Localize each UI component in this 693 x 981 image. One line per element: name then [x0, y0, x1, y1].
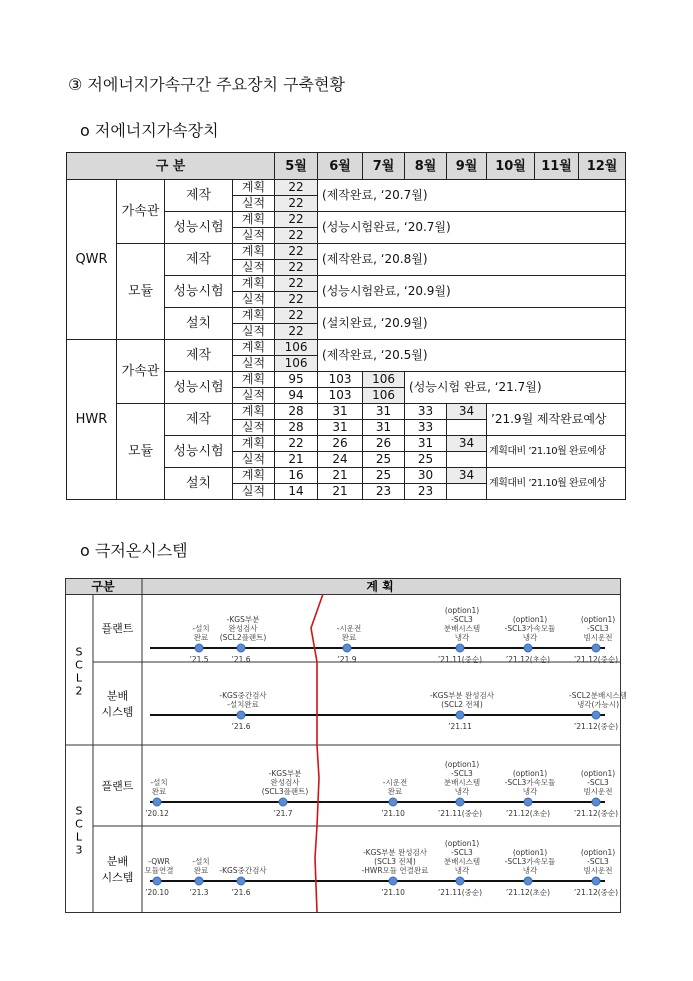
milestone-text: -SCL3가속모듈 [504, 624, 556, 633]
milestone-text: (option1) [580, 769, 616, 778]
value-cell: 16 [275, 468, 318, 484]
milestone-text: -KGS부분 [268, 769, 302, 778]
milestone-text: 완료 [151, 787, 167, 796]
milestone-text: -SCL3 [587, 624, 609, 633]
item-test: 성능시험 [165, 276, 233, 308]
accelerator-status-table [66, 152, 626, 500]
actual-label: 실적 [233, 292, 275, 308]
actual-label: 실적 [233, 356, 275, 372]
actual-label: 실적 [233, 228, 275, 244]
header-month: 8월 [405, 153, 447, 180]
cat-module: 모듈 [117, 244, 165, 340]
value-cell [447, 420, 487, 436]
milestone-date: ’21.5 [189, 655, 209, 664]
plan-label: 계획 [233, 212, 275, 228]
timeline-header-bg [66, 579, 621, 595]
milestone-text: 빔시운전 [583, 866, 613, 875]
milestone-text: (option1) [444, 606, 480, 615]
actual-label: 실적 [233, 324, 275, 340]
value-cell: 22 [275, 228, 318, 244]
header-category: 구 분 [67, 153, 275, 180]
actual-label: 실적 [233, 260, 275, 276]
milestone-text: -SCL3 [451, 615, 473, 624]
value-cell: 106 [275, 356, 318, 372]
item-test: 성능시험 [165, 372, 233, 404]
milestone-text: -KGS중간검사 [219, 691, 267, 700]
milestone-date: ’21.10 [381, 809, 405, 818]
value-cell: 33 [405, 404, 447, 420]
milestone-text: 냉각(가능시) [576, 700, 620, 709]
group-name-char: S [75, 645, 83, 659]
milestone-text: -시운전 [382, 778, 408, 787]
table-row [67, 180, 626, 196]
milestone-text: (option1) [444, 760, 480, 769]
header-month: 12월 [579, 153, 626, 180]
value-cell: 22 [275, 212, 318, 228]
milestone-dot [195, 877, 203, 885]
value-cell: 23 [363, 484, 405, 500]
milestone-text: 냉각 [454, 866, 470, 875]
note-cell: 계획대비 ’21.10월 완료예상 [487, 468, 626, 500]
value-cell: 31 [363, 404, 405, 420]
milestone-text: -KGS부분 완성검사 [429, 691, 495, 700]
section-title: ③ 저에너지가속구간 주요장치 구축현황 [68, 75, 345, 94]
milestone-text: 분배시스템 [443, 778, 481, 787]
milestone-dot [237, 711, 245, 719]
milestone-date: ’21.6 [231, 722, 251, 731]
item-test: 성능시험 [165, 212, 233, 244]
plan-label: 계획 [233, 372, 275, 388]
value-cell: 31 [405, 436, 447, 452]
plan-label: 계획 [233, 468, 275, 484]
milestone-text: -SCL3가속모듈 [504, 857, 556, 866]
milestone-dot [592, 877, 600, 885]
milestone-text: (option1) [512, 848, 548, 857]
milestone-text: 완료 [193, 866, 209, 875]
note-cell: 계획대비 ’21.10월 완료예상 [487, 436, 626, 468]
milestone-date: ’21.12(초순) [505, 809, 551, 818]
milestone-text: -설치완료 [227, 700, 259, 709]
item-jejak: 제작 [165, 404, 233, 436]
milestone-text: 냉각 [522, 866, 538, 875]
milestone-date: ’20.10 [145, 888, 169, 897]
milestone-dot [389, 877, 397, 885]
table-row [67, 244, 626, 260]
milestone-text: -HWR모듈 연결완료 [361, 866, 429, 875]
timeline-header-category: 구분 [91, 579, 115, 594]
header-month: 9월 [447, 153, 487, 180]
value-cell: 22 [275, 260, 318, 276]
milestone-date: ’21.7 [273, 809, 293, 818]
value-cell: 22 [275, 292, 318, 308]
value-cell: 30 [405, 468, 447, 484]
header-month: 10월 [487, 153, 535, 180]
milestone-date: ’21.9 [337, 655, 357, 664]
milestone-dot [237, 644, 245, 652]
milestone-date: ’20.12 [145, 809, 169, 818]
value-cell: 23 [405, 484, 447, 500]
milestone-text: (SCL2플랜트) [219, 633, 267, 642]
row-label: 시스템 [101, 705, 134, 719]
milestone-text: -SCL3가속모듈 [504, 778, 556, 787]
milestone-date: ’21.10 [381, 888, 405, 897]
milestone-text: 빔시운전 [583, 787, 613, 796]
value-cell: 21 [318, 468, 363, 484]
milestone-date: ’21.11(중순) [437, 655, 483, 664]
value-cell: 106 [363, 372, 405, 388]
milestone-date: ’21.12(초순) [505, 888, 551, 897]
cryogenic-timeline [65, 578, 627, 914]
value-cell: 22 [275, 244, 318, 260]
milestone-text: 분배시스템 [443, 857, 481, 866]
milestone-dot [592, 644, 600, 652]
milestone-text: -KGS부분 [226, 615, 260, 624]
milestone-dot [153, 877, 161, 885]
milestone-text: 냉각 [522, 787, 538, 796]
milestone-text: -SCL3 [451, 769, 473, 778]
milestone-date: ’21.12(중순) [573, 809, 619, 818]
milestone-dot [524, 644, 532, 652]
subsection-cryogenic: o 극저온시스템 [80, 541, 188, 560]
milestone-date: ’21.12(중순) [573, 655, 619, 664]
value-cell: 25 [363, 468, 405, 484]
group-name-char: L [75, 671, 83, 685]
actual-label: 실적 [233, 196, 275, 212]
value-cell: 28 [275, 404, 318, 420]
value-cell: 22 [275, 276, 318, 292]
milestone-text: (SCL3플랜트) [261, 787, 309, 796]
value-cell: 21 [318, 484, 363, 500]
milestone-text: -KGS중간검사 [219, 866, 267, 875]
value-cell: 22 [275, 196, 318, 212]
milestone-text: (option1) [580, 848, 616, 857]
plan-label: 계획 [233, 180, 275, 196]
cat-module: 모듈 [117, 404, 165, 500]
milestone-dot [195, 644, 203, 652]
milestone-text: 완료 [193, 633, 209, 642]
value-cell: 103 [318, 372, 363, 388]
note-cell: (성능시험완료, ‘20.9월) [318, 276, 626, 308]
group-qwr: QWR [67, 180, 117, 340]
cat-gasokgwan: 가속관 [117, 340, 165, 404]
value-cell: 14 [275, 484, 318, 500]
milestone-date: ’21.12(초순) [505, 655, 551, 664]
group-name-char: S [75, 804, 83, 818]
value-cell: 26 [318, 436, 363, 452]
value-cell [447, 484, 487, 500]
milestone-date: ’21.6 [231, 655, 251, 664]
value-cell: 34 [447, 436, 487, 452]
cat-gasokgwan: 가속관 [117, 180, 165, 244]
row-label: 분배 [106, 855, 129, 868]
table-row [67, 404, 626, 420]
milestone-text: (option1) [512, 769, 548, 778]
milestone-text: -설치 [192, 857, 210, 866]
group-name-char: C [75, 658, 83, 672]
item-test: 성능시험 [165, 436, 233, 468]
milestone-dot [343, 644, 351, 652]
milestone-dot [524, 798, 532, 806]
value-cell: 22 [275, 308, 318, 324]
value-cell: 34 [447, 404, 487, 420]
value-cell: 106 [275, 340, 318, 356]
value-cell: 95 [275, 372, 318, 388]
group-name-char: 2 [75, 684, 83, 698]
milestone-date: ’21.12(중순) [573, 888, 619, 897]
milestone-date: ’21.12(중순) [573, 722, 619, 731]
milestone-text: -SCL3 [451, 848, 473, 857]
milestone-dot [279, 798, 287, 806]
milestone-dot [456, 711, 464, 719]
header-month: 5월 [275, 153, 318, 180]
note-cell: (성능시험완료, ‘20.7월) [318, 212, 626, 244]
value-cell: 94 [275, 388, 318, 404]
plan-label: 계획 [233, 308, 275, 324]
header-month: 7월 [363, 153, 405, 180]
item-install: 설치 [165, 468, 233, 500]
value-cell: 26 [363, 436, 405, 452]
value-cell: 31 [318, 404, 363, 420]
milestone-dot [592, 711, 600, 719]
header-month: 6월 [318, 153, 363, 180]
milestone-text: -SCL3 [587, 857, 609, 866]
note-cell: (제작완료, ‘20.8월) [318, 244, 626, 276]
value-cell: 31 [363, 420, 405, 436]
milestone-text: (option1) [444, 839, 480, 848]
plan-label: 계획 [233, 244, 275, 260]
row-label: 플랜트 [101, 779, 134, 793]
milestone-text: 냉각 [454, 633, 470, 642]
note-cell: (제작완료, ‘20.7월) [318, 180, 626, 212]
item-jejak: 제작 [165, 244, 233, 276]
milestone-dot [237, 877, 245, 885]
milestone-text: -시운전 [336, 624, 362, 633]
row-label: 시스템 [101, 871, 134, 884]
value-cell: 22 [275, 324, 318, 340]
header-month: 11월 [535, 153, 579, 180]
value-cell [447, 452, 487, 468]
milestone-text: -SCL2분배시스템 [569, 691, 627, 700]
note-cell: (제작완료, ‘20.5월) [318, 340, 626, 372]
value-cell: 103 [318, 388, 363, 404]
milestone-text: 분배시스템 [443, 624, 481, 633]
milestone-text: (option1) [512, 615, 548, 624]
milestone-text: 빔시운전 [583, 633, 613, 642]
milestone-text: (SCL2 전체) [441, 700, 483, 709]
item-jejak: 제작 [165, 180, 233, 212]
item-jejak: 제작 [165, 340, 233, 372]
actual-label: 실적 [233, 420, 275, 436]
group-name-char: 3 [75, 843, 83, 857]
value-cell: 22 [275, 180, 318, 196]
plan-label: 계획 [233, 276, 275, 292]
milestone-text: 완성검사 [228, 624, 258, 633]
milestone-text: 냉각 [454, 787, 470, 796]
milestone-text: -KGS부분 완성검사 [362, 848, 428, 857]
table-header-row [67, 153, 626, 180]
milestone-dot [153, 798, 161, 806]
milestone-text: 냉각 [522, 633, 538, 642]
row-label: 분배 [106, 689, 129, 703]
value-cell: 106 [363, 388, 405, 404]
milestone-date: ’21.3 [189, 888, 209, 897]
milestone-dot [456, 877, 464, 885]
subsection-accelerator: o 저에너지가속장치 [80, 121, 219, 140]
milestone-text: 완료 [387, 787, 403, 796]
note-cell: ’21.9월 제작완료예상 [487, 404, 626, 436]
value-cell: 24 [318, 452, 363, 468]
value-cell: 22 [275, 436, 318, 452]
note-cell: (설치완료, ‘20.9월) [318, 308, 626, 340]
actual-label: 실적 [233, 452, 275, 468]
milestone-date: ’21.11(중순) [437, 809, 483, 818]
milestone-text: 완성검사 [270, 778, 300, 787]
actual-label: 실적 [233, 484, 275, 500]
note-cell: (성능시험 완료, ‘21.7월) [405, 372, 626, 404]
milestone-text: 모듈연결 [144, 866, 174, 875]
milestone-text: 완료 [341, 633, 357, 642]
item-install: 설치 [165, 308, 233, 340]
group-hwr: HWR [67, 340, 117, 500]
value-cell: 25 [363, 452, 405, 468]
value-cell: 28 [275, 420, 318, 436]
plan-label: 계획 [233, 404, 275, 420]
milestone-text: (SCL3 전체) [374, 857, 416, 866]
group-name-char: L [75, 830, 83, 844]
milestone-date: ’21.6 [231, 888, 251, 897]
milestone-text: -설치 [150, 778, 168, 787]
plan-label: 계획 [233, 436, 275, 452]
value-cell: 25 [405, 452, 447, 468]
milestone-text: -QWR [148, 857, 170, 866]
milestone-dot [456, 644, 464, 652]
milestone-text: -설치 [192, 624, 210, 633]
milestone-dot [456, 798, 464, 806]
milestone-dot [389, 798, 397, 806]
plan-label: 계획 [233, 340, 275, 356]
milestone-date: ’21.11 [448, 722, 472, 731]
milestone-text: (option1) [580, 615, 616, 624]
timeline-header-plan: 계 획 [366, 579, 394, 594]
milestone-text: -SCL3 [587, 778, 609, 787]
milestone-date: ’21.11(중순) [437, 888, 483, 897]
milestone-dot [524, 877, 532, 885]
actual-label: 실적 [233, 388, 275, 404]
value-cell: 33 [405, 420, 447, 436]
row-label: 플랜트 [101, 622, 134, 635]
value-cell: 21 [275, 452, 318, 468]
table-row [67, 340, 626, 356]
value-cell: 34 [447, 468, 487, 484]
value-cell: 31 [318, 420, 363, 436]
group-name-char: C [75, 817, 83, 831]
milestone-dot [592, 798, 600, 806]
